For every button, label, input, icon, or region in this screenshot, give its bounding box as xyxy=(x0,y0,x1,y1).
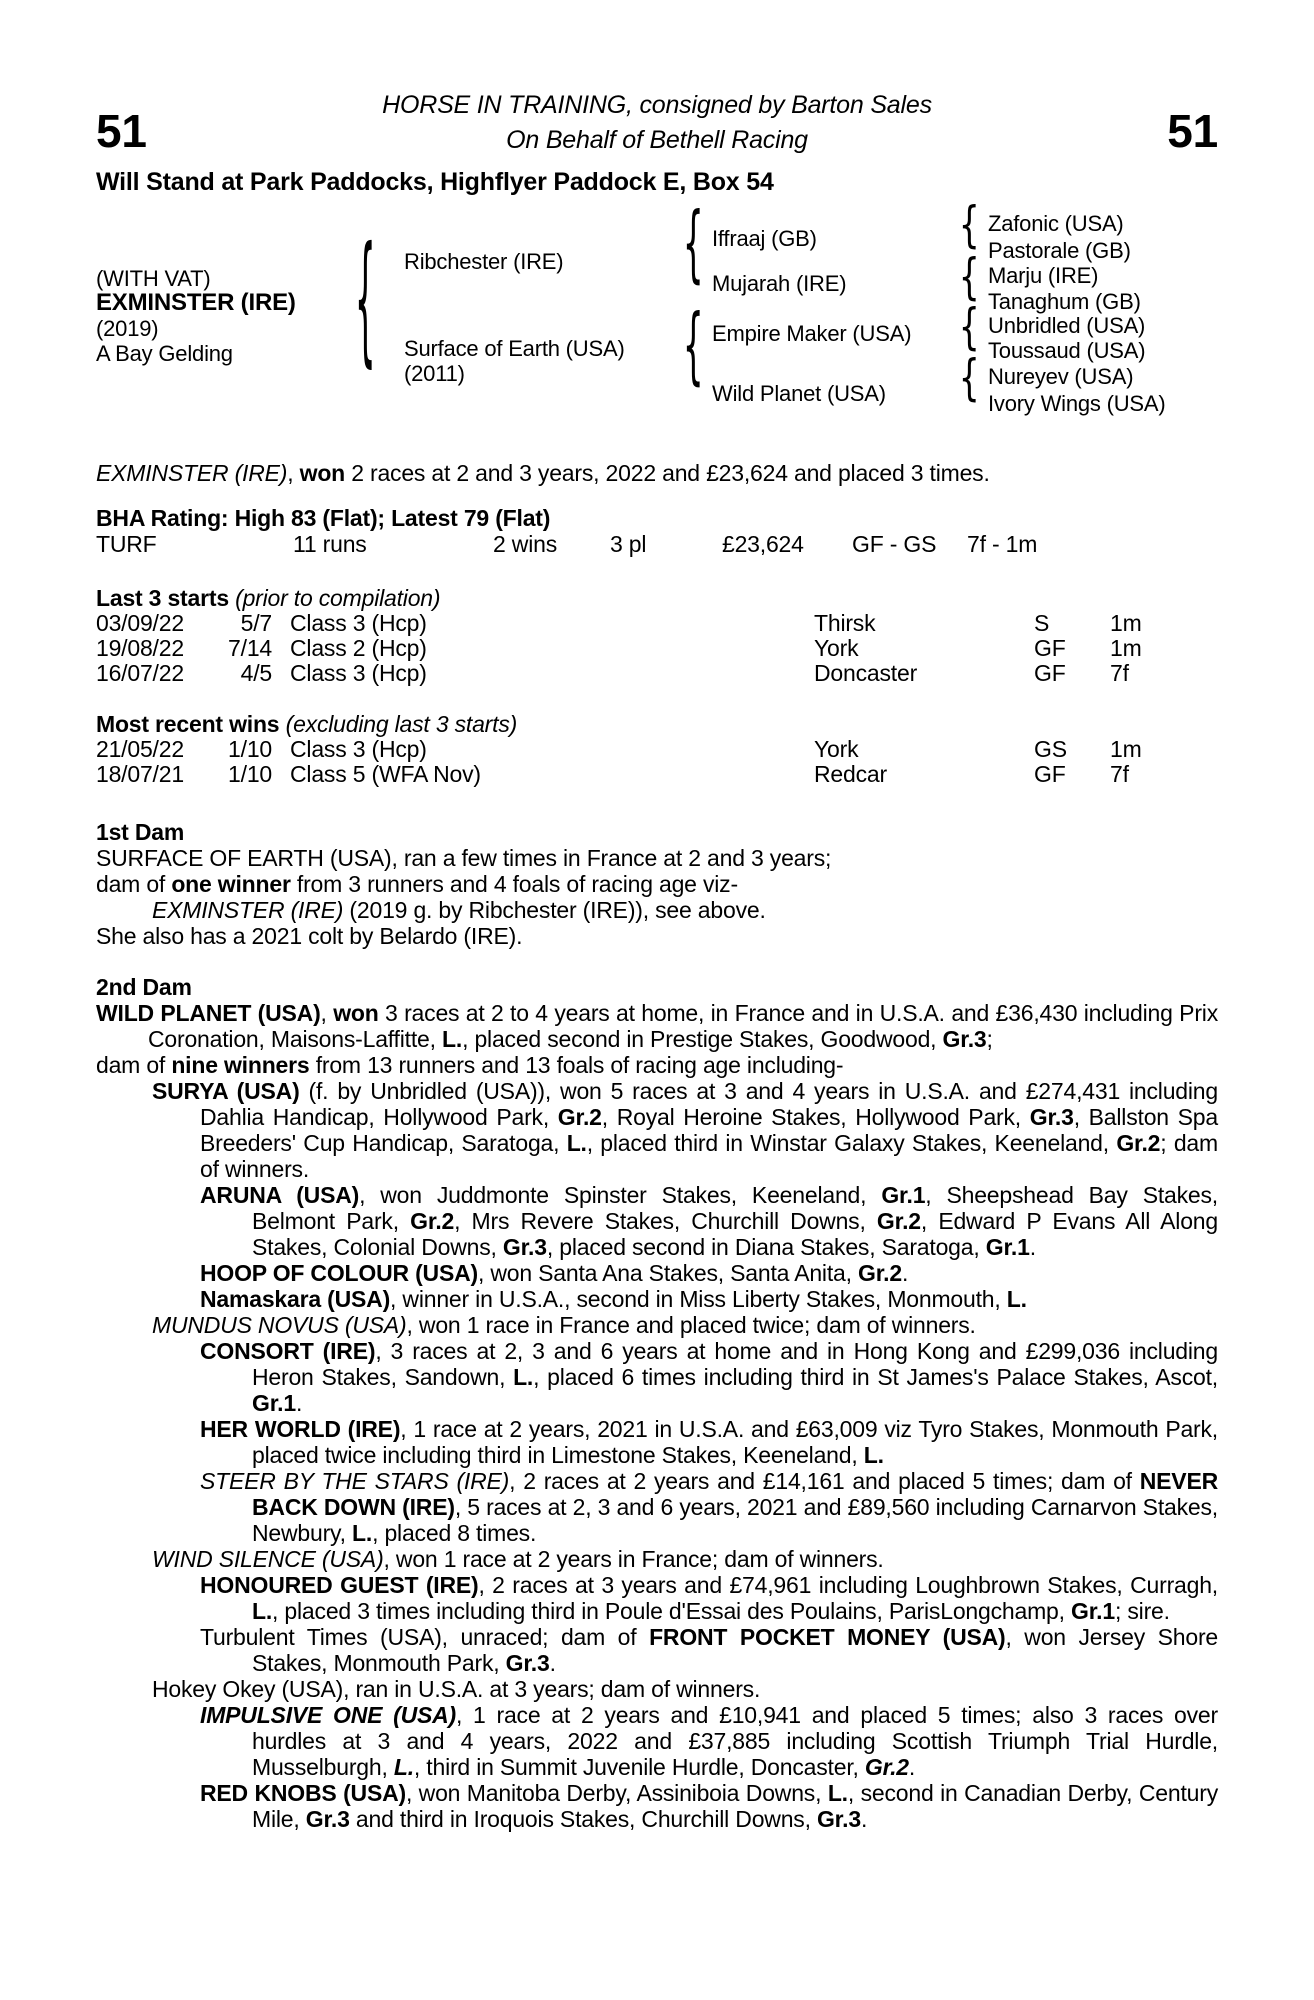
dam-paragraph: Hokey Okey (USA), ran in U.S.A. at 3 years; dam of winners. xyxy=(152,1676,761,1702)
lot-number-left: 51 xyxy=(96,105,147,157)
dam-paragraph: HONOURED GUEST (IRE), 2 races at 3 years and £74,961 including Loughbrown Stakes, Curragh, L., placed 3 times including third in Poule d'Essai des Poulains, ParisLongchamp, Gr.1; sire. xyxy=(200,1572,1218,1624)
turf-distance-range: 7f - 1m xyxy=(967,531,1038,557)
result-position: 1/10 xyxy=(228,761,272,787)
result-date: 21/05/22 xyxy=(96,736,184,762)
gen2-dam-dam: Wild Planet (USA) xyxy=(712,381,886,406)
result-course: Doncaster xyxy=(814,660,918,686)
horse-name: EXMINSTER (IRE) xyxy=(96,289,296,316)
result-course: York xyxy=(814,736,859,762)
result-row xyxy=(96,611,1218,636)
gen3-4: Tanaghum (GB) xyxy=(988,289,1141,314)
dam-paragraph: EXMINSTER (IRE) (2019 g. by Ribchester (IRE)), see above. xyxy=(152,897,766,923)
gen3-2: Pastorale (GB) xyxy=(988,238,1131,263)
vat-note: (WITH VAT) xyxy=(96,266,211,291)
result-distance: 1m xyxy=(1110,610,1142,636)
result-class: Class 3 (Hcp) xyxy=(290,736,427,762)
gen3-7: Nureyev (USA) xyxy=(988,364,1134,389)
turf-summary-row xyxy=(96,531,1218,557)
result-distance: 7f xyxy=(1110,761,1129,787)
lot-number-right: 51 xyxy=(1167,105,1218,157)
recent-wins-title: Most recent wins xyxy=(96,711,280,737)
result-distance: 7f xyxy=(1110,660,1129,686)
consignor-line: HORSE IN TRAINING, consigned by Barton Sales xyxy=(382,91,932,119)
result-position: 7/14 xyxy=(228,635,272,661)
dam-year: (2011) xyxy=(404,361,465,386)
result-course: Redcar xyxy=(814,761,887,787)
turf-earnings: £23,624 xyxy=(722,531,804,557)
turf-places: 3 pl xyxy=(610,531,647,557)
turf-going-range: GF - GS xyxy=(852,531,937,557)
dam-paragraph: Namaskara (USA), winner in U.S.A., second in Miss Liberty Stakes, Monmouth, L. xyxy=(200,1286,1027,1312)
page-header xyxy=(96,91,1218,157)
result-distance: 1m xyxy=(1110,736,1142,762)
dam-paragraph: IMPULSIVE ONE (USA), 1 race at 2 years and £10,941 and placed 5 times; also 3 races over hurdles at 3 and 4 years, 2022 and £37,885 including Scottish Triumph Trial Hurdle, Musselburgh, L., third in Summit Juvenile Hurdle, Doncaster, Gr.2. xyxy=(200,1702,1218,1780)
header-center xyxy=(186,92,1128,154)
dam-paragraph: She also has a 2021 colt by Belardo (IRE). xyxy=(96,923,523,949)
result-distance: 1m xyxy=(1110,635,1142,661)
gen3-3: Marju (IRE) xyxy=(988,263,1099,288)
dam-paragraph: SURFACE OF EARTH (USA), ran a few times in France at 2 and 3 years; xyxy=(96,845,832,871)
result-position: 1/10 xyxy=(228,736,272,762)
dam-paragraph: HER WORLD (IRE), 1 race at 2 years, 2021 in U.S.A. and £63,009 viz Tyro Stakes, Monmouth Park, placed twice including third in Limestone Stakes, Keeneland, L. xyxy=(200,1416,1219,1468)
last3-title: Last 3 starts xyxy=(96,585,229,611)
on-behalf-line: On Behalf of Bethell Racing xyxy=(506,126,808,154)
result-date: 03/09/22 xyxy=(96,610,184,636)
result-course: York xyxy=(814,635,859,661)
gen2-sire-dam: Mujarah (IRE) xyxy=(712,271,847,296)
result-class: Class 3 (Hcp) xyxy=(290,660,427,686)
dam-paragraph: WILD PLANET (USA), won 3 races at 2 to 4 years at home, in France and in U.S.A. and £36,430 including Prix Coronation, Maisons-Laffitte, L., placed second in Prestige Stakes, Goodwood, Gr.3; xyxy=(96,1000,1218,1052)
dam-paragraph: SURYA (USA) (f. by Unbridled (USA)), won 5 races at 3 and 4 years in U.S.A. and £274,431 including Dahlia Handicap, Hollywood Park, Gr.2, Royal Heroine Stakes, Hollywood Park, Gr.3, Ballston Spa Breeders' Cup Handicap, Saratoga, L., placed third in Winstar Galaxy Stakes, Keeneland, Gr.2; dam of winners. xyxy=(152,1078,1218,1182)
gen3-5: Unbridled (USA) xyxy=(988,313,1146,338)
pedigree-brace-dam: { xyxy=(682,297,704,395)
result-row xyxy=(96,661,1218,686)
pedigree-brace-g3-4: { xyxy=(958,349,980,407)
bha-rating-line: BHA Rating: High 83 (Flat); Latest 79 (Flat) xyxy=(96,505,551,531)
recent-wins-subtitle: (excluding last 3 starts) xyxy=(285,711,518,737)
pedigree-table xyxy=(96,195,1218,432)
gen3-6: Toussaud (USA) xyxy=(988,338,1146,363)
dam-paragraph: Turbulent Times (USA), unraced; dam of FRONT POCKET MONEY (USA), won Jersey Shore Stakes, Monmouth Park, Gr.3. xyxy=(200,1624,1219,1676)
dam-name: Surface of Earth (USA) xyxy=(404,336,625,361)
result-position: 5/7 xyxy=(240,610,272,636)
second-dam-heading: 2nd Dam xyxy=(96,974,192,1000)
dam-paragraph: STEER BY THE STARS (IRE), 2 races at 2 years and £14,161 and placed 5 times; dam of NEVER BACK DOWN (IRE), 5 races at 2, 3 and 6 years, 2021 and £89,560 including Carnarvon Stakes, Newbury, L., placed 8 times. xyxy=(200,1468,1218,1546)
dam-paragraph: dam of nine winners from 13 runners and 13 foals of racing age including- xyxy=(96,1052,844,1078)
gen3-1: Zafonic (USA) xyxy=(988,211,1124,236)
result-date: 19/08/22 xyxy=(96,635,184,661)
result-going: GF xyxy=(1034,761,1066,787)
pedigree-brace-gen1: { xyxy=(354,217,376,383)
gen2-dam-sire: Empire Maker (USA) xyxy=(712,321,912,346)
dam-paragraph: RED KNOBS (USA), won Manitoba Derby, Assiniboia Downs, L., second in Canadian Derby, Century Mile, Gr.3 and third in Iroquois Stakes, Churchill Downs, Gr.3. xyxy=(200,1780,1219,1832)
pedigree-brace-g3-1: { xyxy=(958,196,980,254)
result-row xyxy=(96,762,1218,787)
result-going: GF xyxy=(1034,635,1066,661)
dam-paragraph: CONSORT (IRE), 3 races at 2, 3 and 6 years at home and in Hong Kong and £299,036 including Heron Stakes, Sandown, L., placed 6 times including third in St James's Palace Stakes, Ascot, Gr.1. xyxy=(200,1338,1218,1416)
race-summary-line: EXMINSTER (IRE), won 2 races at 2 and 3 years, 2022 and £23,624 and placed 3 times. xyxy=(96,460,990,486)
result-going: GF xyxy=(1034,660,1066,686)
result-row xyxy=(96,636,1218,661)
first-dam-heading: 1st Dam xyxy=(96,819,185,845)
sire-name: Ribchester (IRE) xyxy=(404,249,564,274)
stand-location-line: Will Stand at Park Paddocks, Highflyer Paddock E, Box 54 xyxy=(96,168,774,196)
result-position: 4/5 xyxy=(240,660,272,686)
recent-wins-heading xyxy=(96,711,1218,737)
result-going: S xyxy=(1034,610,1050,636)
result-class: Class 2 (Hcp) xyxy=(290,635,427,661)
dam-paragraph: WIND SILENCE (USA), won 1 race at 2 years in France; dam of winners. xyxy=(152,1546,884,1572)
result-course: Thirsk xyxy=(814,610,876,636)
turf-wins: 2 wins xyxy=(493,531,557,557)
result-going: GS xyxy=(1034,736,1067,762)
turf-runs: 11 runs xyxy=(293,531,367,557)
dam-paragraph: MUNDUS NOVUS (USA), won 1 race in France and placed twice; dam of winners. xyxy=(152,1312,976,1338)
last3-heading xyxy=(96,585,1218,611)
last3-subtitle: (prior to compilation) xyxy=(235,585,441,611)
dam-paragraph: HOOP OF COLOUR (USA), won Santa Ana Stakes, Santa Anita, Gr.2. xyxy=(200,1260,909,1286)
dam-paragraph: ARUNA (USA), won Juddmonte Spinster Stakes, Keeneland, Gr.1, Sheepshead Bay Stakes, Belmont Park, Gr.2, Mrs Revere Stakes, Churchill Downs, Gr.2, Edward P Evans All Along Stakes, Colonial Downs, Gr.3, placed second in Diana Stakes, Saratoga, Gr.1. xyxy=(200,1182,1218,1260)
pedigree-brace-g3-3: { xyxy=(958,298,980,356)
foaling-year: (2019) xyxy=(96,316,159,341)
result-date: 16/07/22 xyxy=(96,660,184,686)
result-date: 18/07/21 xyxy=(96,761,184,787)
result-row xyxy=(96,737,1218,762)
dam-paragraph: dam of one winner from 3 runners and 4 foals of racing age viz- xyxy=(96,871,738,897)
gen3-8: Ivory Wings (USA) xyxy=(988,391,1166,416)
pedigree-brace-sire: { xyxy=(682,195,704,293)
horse-description: A Bay Gelding xyxy=(96,341,233,366)
pedigree-brace-g3-2: { xyxy=(958,248,980,306)
result-class: Class 3 (Hcp) xyxy=(290,610,427,636)
gen2-sire-sire: Iffraaj (GB) xyxy=(712,226,817,251)
turf-label: TURF xyxy=(96,531,157,557)
result-class: Class 5 (WFA Nov) xyxy=(290,761,481,787)
